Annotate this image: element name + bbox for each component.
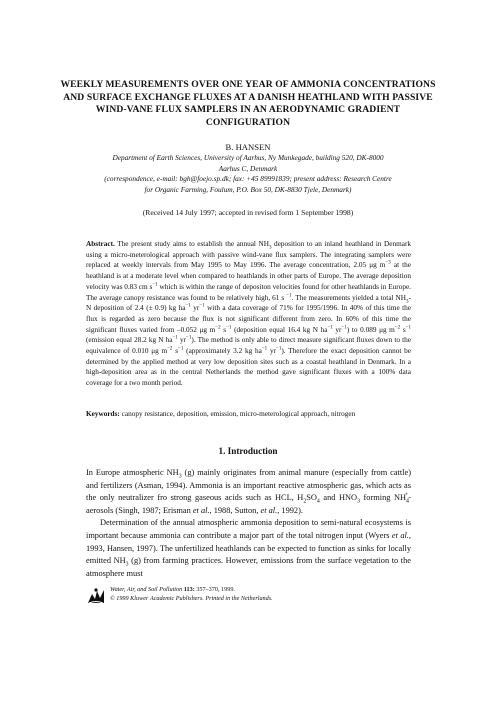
journal-name: Water, Air, and Soil Pollution xyxy=(110,586,183,593)
footer-journal-line xyxy=(110,585,410,594)
footer-copyright: © 1999 Kluwer Academic Publishers. Printed in the Netherlands. xyxy=(110,595,273,602)
affiliation-line: for Organic Farming, Foulum, P.O. Box 50, DK-8830 Tjele, Denmark) xyxy=(144,184,352,194)
author-affiliation xyxy=(60,153,436,195)
keywords-list: canopy resistance, deposition, emission, micro-meterological approach, nitrogen xyxy=(121,410,356,418)
journal-pages: 357–370, 1999. xyxy=(194,586,235,593)
kluwer-logo-icon xyxy=(86,586,106,606)
introduction-body xyxy=(86,467,411,580)
publication-footer xyxy=(86,585,411,609)
keywords xyxy=(86,409,411,420)
section-heading-introduction: 1. Introduction xyxy=(218,446,278,456)
affiliation-line: (correspondence, e-mail: bgh@foejo.sp.dk; fax: +45 89991839; present address: Research Centre xyxy=(104,174,392,184)
author-name: B. HANSEN xyxy=(225,142,271,152)
abstract: Abstract. The present study aims to establish the annual $NH_3$ deposition to an inland heathland in Denmark using a micro-meterological approach with passive wind-vane flux samplers. The integrating samplers were replaced at weekly intervals from May 1995 to May 1996. The average concentration, 2.05 μg $m^{-3}$ at the heathland is at a moderate level when compared to heathlands in other parts of Europe. The average deposition velocity was 0.83 cm $s^{-1}$ which is within the range of depositon velocities found for other heathlands in Europe. The average canopy resistance was found to be relatively high, 61 s $^{-1}$. The measurements yielded a total $NH_3-N$ deposition of 2.4 (± 0.9) kg $ha^{-1}$ $yr^{-1}$ with a data coverage of 71% for 1995/1996. In 40% of this time the flux is regarded as zero because the flux is not significant different from zero. In 60% of this time the significant fluxes varied from –0.052 μg $m^{-2}$ $s^{-1}$ (deposition equal 16.4 kg N $ha^{-1}$ $yr^{-1}$) to 0.089 μg $m^{-2}$ $s^{-1}$ (emission equal 28.2 kg N $ha^{-1}$ $yr^{-1}$). The method is only able to direct measure significant fluxes down to the equivalence of 0.010 μg $m^{-2}$ $s^{-1}$ (approximately 3.2 kg $ha^{-1}$ $yr^{-1}$). Therefore the exact deposition cannot be determined by the applied method at very low deposition sites such as a coastal heathland in Denmark. In a high-deposition area as in the central Netherlands the method gave significant fluxes with a 100% data coverage for a two month period. xyxy=(86,240,412,388)
intro-paragraph: Determination of the annual atmospheric ammonia deposition to semi-natural ecosystems is important because ammonia can contribute a major part of the total nitrogen input (Wyers et al., 1993, Hansen, 1997). The unfertilized heathlands can be expected to function as sinks for locally emitted $NH_3$ (g) from farming practices. However, emissions from the surface vegetation to the atmosphere must xyxy=(86,518,411,578)
keywords-label: Keywords: xyxy=(86,410,120,418)
journal-volume: 113: xyxy=(183,586,195,593)
received-dates: (Received 14 July 1997; accepted in revised form 1 September 1998) xyxy=(142,208,354,217)
paper-title: WEEKLY MEASUREMENTS OVER ONE YEAR OF AMMONIA CONCENTRATIONS AND SURFACE EXCHANGE FLUXES AT A DANISH HEATHLAND WITH PASSIVE WIND-VANE FLUX SAMPLERS IN AN AERODYNAMIC GRADIENT CONFIGURATION xyxy=(60,79,436,128)
intro-paragraph: In Europe atmospheric $NH_3$ (g) mainly originates from animal manure (especially from cattle) and fertilizers (Asman, 1994). Ammonia is an important reactive atmospheric gas, which acts as the only neutralizer fro strong gaseous acids such as HCL, $H_2SO_4$ and $HNO_3$ forming $NH_4^+$-aerosols (Singh, 1987; Erisman et al., 1988, Sutton, et al., 1992). xyxy=(86,468,412,515)
affiliation-line: Department of Earth Sciences, University of Aarhus, Ny Munkegade, building 520, DK-8000 xyxy=(112,153,384,162)
footer-citation xyxy=(110,585,410,603)
abstract-label: Abstract. xyxy=(86,240,115,248)
affiliation-line: Aarhus C, Denmark xyxy=(218,163,278,173)
